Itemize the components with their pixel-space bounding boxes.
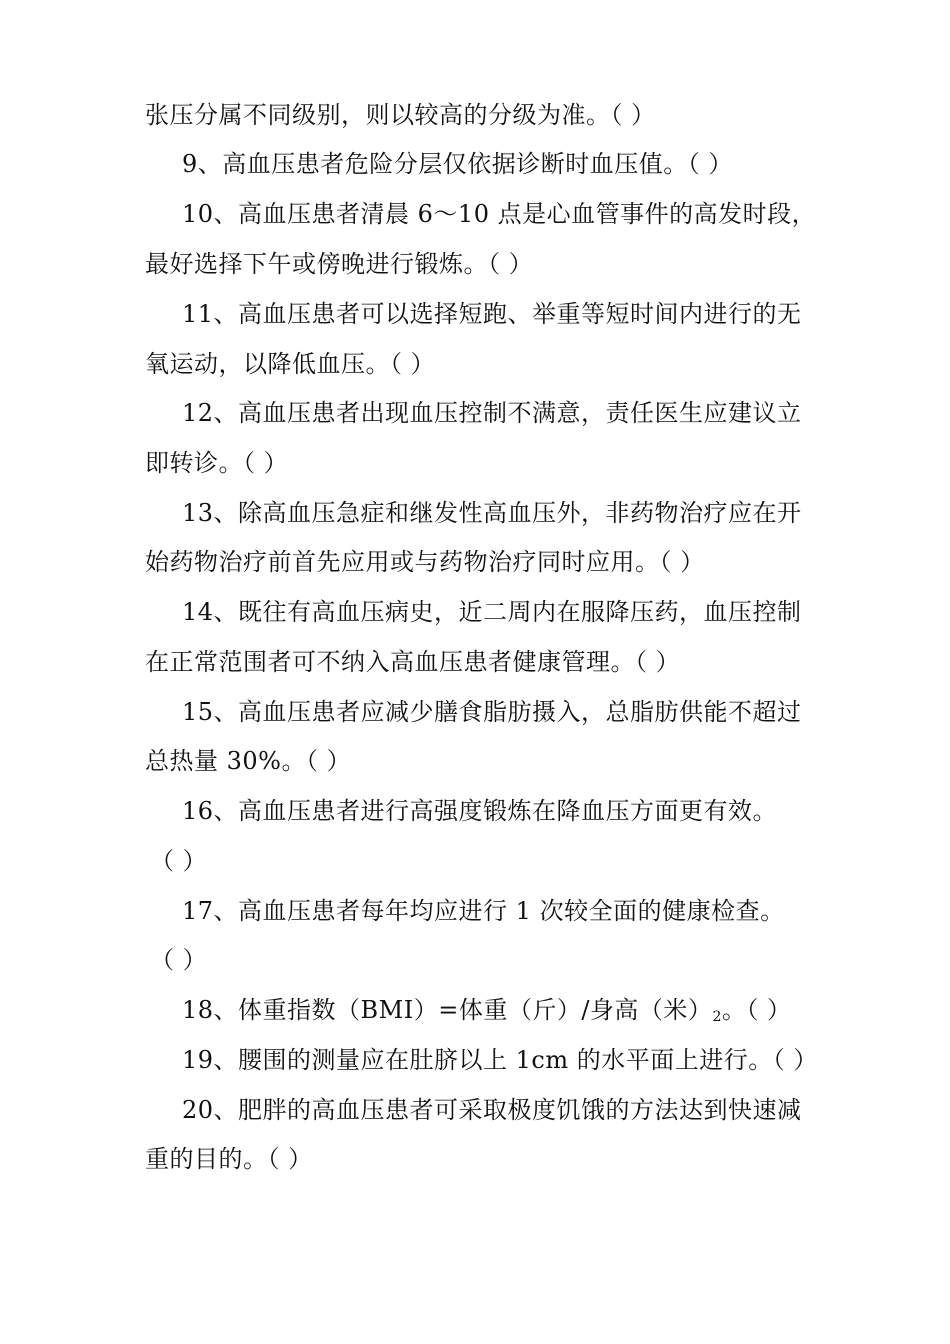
answer-parentheses: （ ） — [150, 847, 208, 875]
question-15: 15、高血压患者应减少膳食脂肪摄入，总脂肪供能不超过 — [182, 698, 802, 726]
text-line: 重的目的。（ ） — [145, 1145, 313, 1173]
question-20: 20、肥胖的高血压患者可采取极度饥饿的方法达到快速减 — [182, 1096, 802, 1124]
question-14: 14、既往有高血压病史，近二周内在服降压药，血压控制 — [182, 598, 802, 626]
answer-parentheses: （ ） — [150, 946, 208, 974]
question-16: 16、高血压患者进行高强度锻炼在降血压方面更有效。 — [182, 797, 778, 825]
question-13: 13、除高血压急症和继发性高血压外，非药物治疗应在开 — [182, 499, 802, 527]
question-18 — [182, 994, 862, 1033]
text-line: 最好选择下午或傍晚进行锻炼。（ ） — [145, 250, 534, 278]
question-9: 9、高血压患者危险分层仅依据诊断时血压值。（ ） — [182, 150, 733, 178]
text-line: 始药物治疗前首先应用或与药物治疗同时应用。（ ） — [145, 548, 705, 576]
exponent-2: 2 — [712, 1009, 722, 1025]
question-11: 11、高血压患者可以选择短跑、举重等短时间内进行的无 — [182, 300, 802, 328]
text-line: 氧运动，以降低血压。（ ） — [145, 350, 436, 378]
question-10: 10、高血压患者清晨 6～10 点是心血管事件的高发时段， — [182, 200, 817, 228]
bmi-formula: 18、体重指数（BMI）=体重（斤）/身高（米） — [182, 996, 713, 1024]
text-line: 即转诊。（ ） — [145, 449, 289, 477]
question-19: 19、腰围的测量应在肚脐以上 1cm 的水平面上进行。（ ） — [182, 1046, 818, 1074]
answer-parentheses: 。（ ） — [721, 996, 792, 1024]
text-line: 张压分属不同级别，则以较高的分级为准。（ ） — [145, 101, 656, 129]
text-line: 总热量 30%。（ ） — [145, 747, 352, 775]
text-line: 在正常范围者可不纳入高血压患者健康管理。（ ） — [145, 648, 681, 676]
question-17: 17、高血压患者每年均应进行 1 次较全面的健康检查。 — [182, 897, 785, 925]
question-12: 12、高血压患者出现血压控制不满意，责任医生应建议立 — [182, 399, 802, 427]
